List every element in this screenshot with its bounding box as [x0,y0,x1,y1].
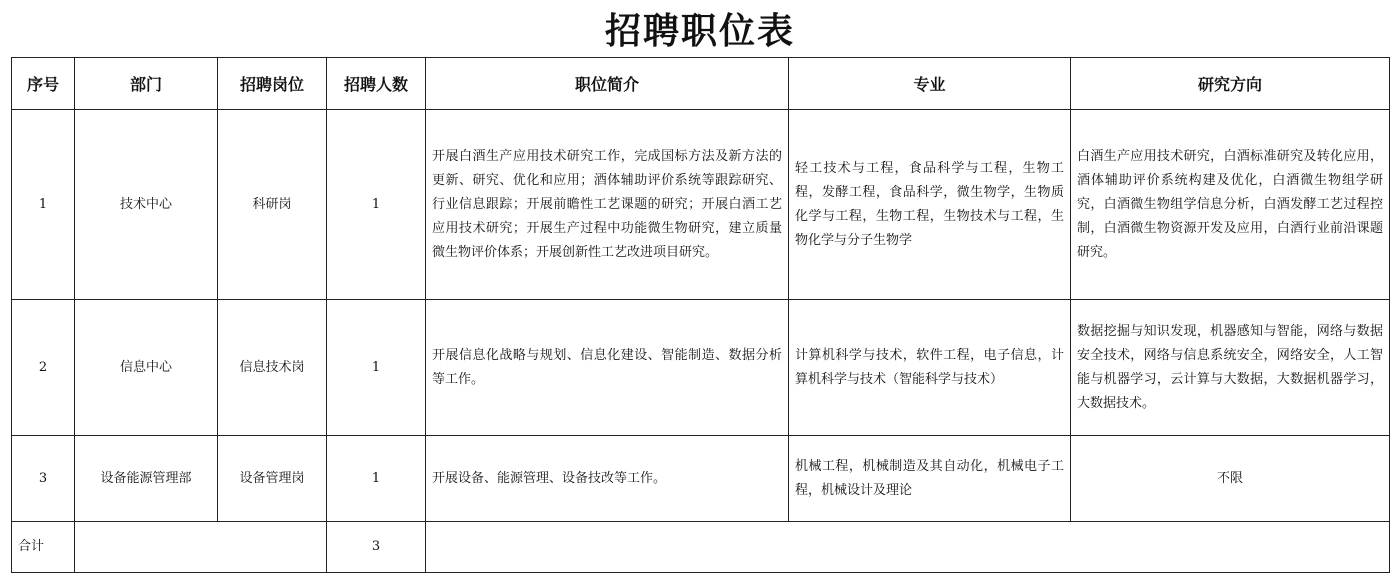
row-major: 计算机科学与技术，软件工程，电子信息，计算机科学与技术（智能科学与技术） [789,300,1071,436]
row-research: 不限 [1071,436,1390,522]
row-count: 1 [327,300,426,436]
header-post: 招聘岗位 [218,58,327,110]
total-count: 3 [327,522,426,573]
header-research: 研究方向 [1071,58,1390,110]
row-dept: 信息中心 [75,300,218,436]
row-no: 2 [12,300,75,436]
row-research: 数据挖掘与知识发现，机器感知与智能，网络与数据安全技术，网络与信息系统安全，网络安全，人工智能与机器学习，云计算与大数据，大数据机器学习，大数据技术。 [1071,300,1390,436]
row-no: 3 [12,436,75,522]
total-label: 合计 [12,522,75,573]
total-empty-cell [75,522,327,573]
row-major: 机械工程，机械制造及其自动化，机械电子工程，机械设计及理论 [789,436,1071,522]
row-intro: 开展白酒生产应用技术研究工作，完成国标方法及新方法的更新、研究、优化和应用；酒体辅助评价系统等跟踪研究、行业信息跟踪；开展前瞻性工艺课题的研究；开展白酒工艺应用技术研究；开展生产过程中功能微生物研究，建立质量微生物评价体系；开展创新性工艺改进项目研究。 [426,110,789,300]
row-count: 1 [327,110,426,300]
header-no: 序号 [12,58,75,110]
page-title: 招聘职位表 [604,10,795,52]
header-major: 专业 [789,58,1071,110]
table-header-row [12,58,1390,110]
row-post: 设备管理岗 [218,436,327,522]
header-intro: 职位简介 [426,58,789,110]
total-blank-cell [426,522,1390,573]
row-dept: 技术中心 [75,110,218,300]
table-row [12,436,1390,522]
row-count: 1 [327,436,426,522]
header-count: 招聘人数 [327,58,426,110]
row-dept: 设备能源管理部 [75,436,218,522]
row-research: 白酒生产应用技术研究，白酒标准研究及转化应用，酒体辅助评价系统构建及优化，白酒微生物组学研究，白酒微生物组学信息分析，白酒发酵工艺过程控制，白酒微生物资源开发及应用，白酒行业前沿课题研究。 [1071,110,1390,300]
row-post: 信息技术岗 [218,300,327,436]
table-row [12,110,1390,300]
row-major: 轻工技术与工程，食品科学与工程，生物工程，发酵工程，食品科学，微生物学，生物质化学与工程，生物工程，生物技术与工程，生物化学与分子生物学 [789,110,1071,300]
table-row [12,300,1390,436]
header-dept: 部门 [75,58,218,110]
row-intro: 开展设备、能源管理、设备技改等工作。 [426,436,789,522]
row-post: 科研岗 [218,110,327,300]
total-row [12,522,1390,573]
row-intro: 开展信息化战略与规划、信息化建设、智能制造、数据分析等工作。 [426,300,789,436]
recruitment-table [11,57,1390,573]
row-no: 1 [12,110,75,300]
